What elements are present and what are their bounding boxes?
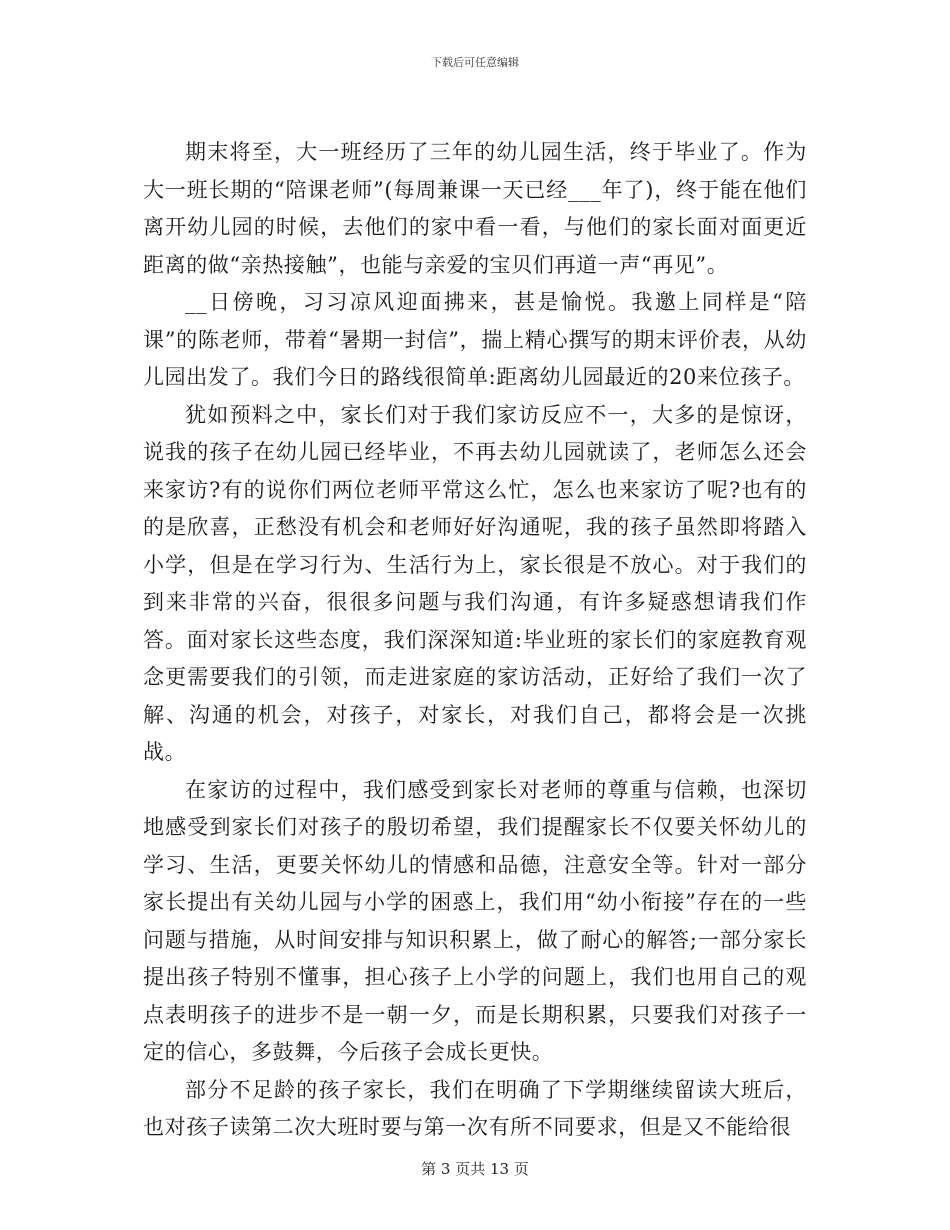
paragraph-3: 犹如预料之中，家长们对于我们家访反应不一，大多的是惊讶，说我的孩子在幼儿园已经毕业，不再去幼儿园就读了，老师怎么还会来家访?有的说你们两位老师平常这么忙，怎么也来家访了呢?也有的的是欣喜，正愁没有机会和老师好好沟通呢，我的孩子虽然即将踏入小学，但是在学习行为、生活行为上，家长很是不放心。对于我们的到来非常的兴奋，很很多问题与我们沟通，有许多疑惑想请我们作答。面对家长这些态度，我们深深知道:毕业班的家长们的家庭教育观念更需要我们的引领，而走进家庭的家访活动，正好给了我们一次了解、沟通的机会，对孩子，对家长，对我们自己，都将会是一次挑战。 — [143, 402, 807, 764]
paragraph-4: 在家访的过程中，我们感受到家长对老师的尊重与信赖，也深切地感受到家长们对孩子的殷切希望，我们提醒家长不仅要关怀幼儿的学习、生活，更要关怀幼儿的情感和品德，注意安全等。针对一部分家长提出有关幼儿园与小学的困惑上，我们用“幼小衔接”存在的一些问题与措施，从时间安排与知识积累上，做了耐心的解答;一部分家长提出孩子特别不懂事，担心孩子上小学的问题上，我们也用自己的观点表明孩子的进步不是一朝一夕，而是长期积累，只要我们对孩子一定的信心，多鼓舞，今后孩子会成长更快。 — [143, 777, 807, 1064]
paragraph-5: 部分不足龄的孩子家长，我们在明确了下学期继续留读大班后，也对孩子读第二次大班时要与第一次有所不同要求，但是又不能给很 — [143, 1077, 807, 1139]
paragraph-2: __日傍晚，习习凉风迎面拂来，甚是愉悦。我邀上同样是“陪课”的陈老师，带着“暑期一封信”，揣上精心撰写的期末评价表，从幼儿园出发了。我们今日的路线很简单:距离幼儿园最近的20来位孩子。 — [143, 290, 807, 389]
paragraph-1: 期末将至，大一班经历了三年的幼儿园生活，终于毕业了。作为大一班长期的“陪课老师”(每周兼课一天已经___年了)，终于能在他们离开幼儿园的时候，去他们的家中看一看，与他们的家长面对面更近距离的做“亲热接触”，也能与亲爱的宝贝们再道一声“再见”。 — [143, 140, 807, 277]
document-body — [143, 134, 807, 1147]
header-note: 下载后可任意编辑 — [431, 56, 519, 69]
page-number: 第 3 页共 13 页 — [421, 1160, 529, 1178]
